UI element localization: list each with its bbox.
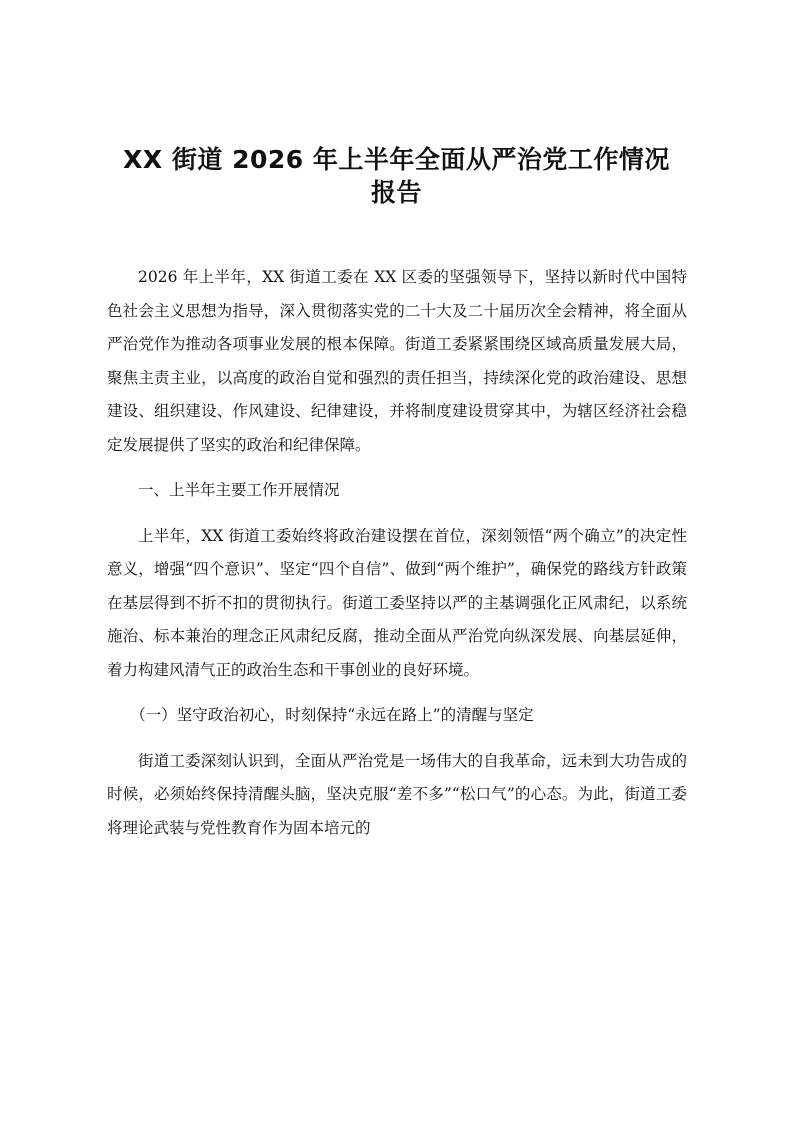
section-1-heading: 一、上半年主要工作开展情况 bbox=[138, 481, 340, 499]
subsection-1-heading: （一）坚守政治初心，时刻保持“永远在路上”的清醒与坚定 bbox=[130, 706, 534, 724]
title-line-2: 报告 bbox=[370, 178, 422, 207]
document-title bbox=[100, 143, 693, 209]
intro-paragraph: 2026 年上半年，XX 街道工委在 XX 区委的坚强领导下，坚持以新时代中国特色社会主义思想为指导，深入贯彻落实党的二十大及二十届历次全会精神，将全面从严治党作为推动各项事业发展的根本保障。街道工委紧紧围绕区域高质量发展大局，聚焦主责主业，以高度的政治自觉和强烈的责任担当，持续深化党的政治建设、思想建设、组织建设、作风建设、纪律建设，并将制度建设贯穿其中，为辖区经济社会稳定发展提供了坚实的政治和纪律保障。 bbox=[107, 268, 687, 454]
title-line-1: XX 街道 2026 年上半年全面从严治党工作情况 bbox=[123, 145, 670, 174]
subsection-1-paragraph: 街道工委深刻认识到，全面从严治党是一场伟大的自我革命，远未到大功告成的时候，必须始终保持清醒头脑，坚决克服“差不多”“松口气”的心态。为此，街道工委将理论武装与党性教育作为固本培元的 bbox=[107, 751, 687, 837]
section-1-paragraph: 上半年，XX 街道工委始终将政治建设摆在首位，深刻领悟“两个确立”的决定性意义，增强“四个意识”、坚定“四个自信”、做到“两个维护”，确保党的路线方针政策在基层得到不折不扣的贯彻执行。街道工委坚持以严的主基调强化正风肃纪，以系统施治、标本兼治的理念正风肃纪反腐，推动全面从严治党向纵深发展、向基层延伸，着力构建风清气正的政治生态和干事创业的良好环境。 bbox=[107, 526, 687, 679]
document-body bbox=[107, 261, 687, 857]
